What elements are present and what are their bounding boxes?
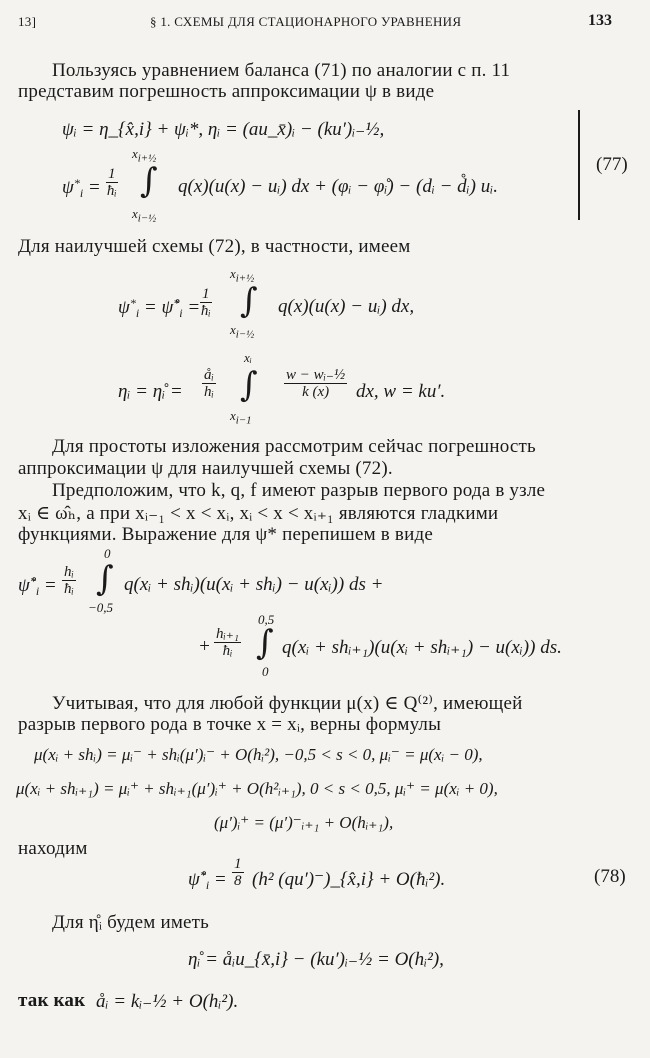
fraction-numerator: w − wᵢ₋½: [286, 367, 346, 383]
mu-formula-1: μ(xᵢ + shᵢ) = μᵢ⁻ + shᵢ(μ′)ᵢ⁻ + O(hᵢ²), −0,5 < s < 0, μᵢ⁻ = μ(xᵢ − 0),: [34, 745, 483, 764]
paragraph-6: находим: [18, 838, 88, 859]
upper-limit-5: 0,5: [258, 612, 275, 627]
best-eta-lhs: ηᵢ = η̊ᵢ =: [118, 381, 183, 402]
lower-limit: $x_{i-\frac{1}{2}}$: [132, 206, 157, 225]
best-psi-rhs: q(x)(u(x) − uᵢ) dx,: [278, 296, 415, 317]
paragraph-4-line-2: xᵢ ∈ ω̂ₕ, а при xᵢ₋₁ < x < xᵢ, xᵢ < x < xᵢ₊₁ являются гладкими: [18, 503, 499, 524]
paragraph-5-line-1: Учитывая, что для любой функции μ(x) ∈ Q⁽²⁾, имеющей: [52, 693, 523, 714]
equation-78-label: (78): [594, 866, 626, 887]
paragraph-1-line-2: представим погрешность аппроксимации ψ в виде: [18, 81, 435, 102]
equation-78-rhs: (h² (qu′)⁻)_{x̂,i} + O(ħᵢ²).: [252, 869, 446, 890]
integral-sign-2: ∫: [240, 281, 258, 321]
running-header: § 1. СХЕМЫ ДЛЯ СТАЦИОНАРНОГО УРАВНЕНИЯ: [150, 14, 462, 29]
header-section-number: 13]: [18, 14, 37, 29]
upper-limit-2: $x_{i+\frac{1}{2}}$: [230, 266, 255, 285]
fraction-a-over-h: $\frac{\text{åᵢ}}{\text{hᵢ}}$: [204, 367, 214, 400]
plus-sign: +: [198, 636, 211, 657]
paragraph-5-line-2: разрыв первого рода в точке x = xᵢ, верны формулы: [18, 714, 442, 735]
psi-expansion-line-1: q(xᵢ + shᵢ)(u(xᵢ + shᵢ) − u(xᵢ)) ds +: [124, 574, 384, 595]
page-number: 133: [588, 12, 612, 29]
best-eta-rhs: dx, w = ku′.: [356, 381, 446, 402]
upper-limit-3: xᵢ: [244, 350, 252, 365]
mu-formula-2: μ(xᵢ + shᵢ₊₁) = μᵢ⁺ + shᵢ₊₁(μ′)ᵢ⁺ + O(h²ᵢ₊₁), 0 < s < 0,5, μᵢ⁺ = μ(xᵢ + 0),: [16, 779, 498, 798]
upper-limit: $x_{i+\frac{1}{2}}$: [132, 146, 157, 165]
paragraph-7: Для η̊ᵢ будем иметь: [52, 912, 210, 933]
paragraph-4-line-1: Предположим, что k, q, f имеют разрыв первого рода в узле: [52, 480, 546, 501]
psi-star-symbol: $\psi^*_i$ =: [62, 176, 101, 200]
paragraph-8: так как: [18, 990, 86, 1011]
fraction-1-over-8: $\frac{1}{8}$: [234, 856, 242, 889]
integral-sign-4: ∫: [96, 559, 114, 599]
equation-77-line-1: ψᵢ = η_{x̂,i} + ψᵢ*, ηᵢ = (au_x̄)ᵢ − (ku′)ᵢ₋½,: [62, 119, 385, 140]
paragraph-1-line-1: Пользуясь уравнением баланса (71) по аналогии с п. 11: [52, 60, 511, 81]
mu-formula-3: (μ′)ᵢ⁺ = (μ′)⁻ᵢ₊₁ + O(hᵢ₊₁),: [214, 813, 394, 832]
integral-sign: ∫: [140, 161, 158, 201]
fraction-denominator: k (x): [302, 384, 330, 400]
paragraph-2: Для наилучшей схемы (72), в частности, имеем: [18, 236, 411, 257]
paragraph-3-line-2: аппроксимации ψ для наилучшей схемы (72).: [18, 458, 393, 479]
psi-expansion-lhs: $\psi̊^*_i$ =: [18, 574, 57, 598]
lower-limit-4: −0,5: [88, 600, 114, 615]
lower-limit-3: $x_{i-1}$: [230, 408, 252, 427]
fraction-h-next-over-hbar: $\frac{\text{hᵢ₊₁}}{\text{ħᵢ}}$: [216, 626, 240, 659]
best-psi-lhs: $\psi^*_i$ = $\psi̊^*_i$ =: [118, 296, 201, 320]
last-line-equation: åᵢ = kᵢ₋½ + O(hᵢ²).: [96, 991, 239, 1012]
equation-78-lhs: $\psi̊^*_i$ =: [188, 868, 227, 892]
equation-77-line-2: q(x)(u(x) − uᵢ) dx + (φᵢ − φ̊ᵢ) − (dᵢ − d̊ᵢ) uᵢ.: [178, 176, 498, 197]
paragraph-3-line-1: Для простоты изложения рассмотрим сейчас погрешность: [52, 436, 536, 457]
fraction-1-over-h: $\frac{1}{\text{ħᵢ}}$: [106, 166, 117, 199]
equation-77-label: (77): [596, 154, 628, 175]
integral-sign-5: ∫: [256, 623, 274, 663]
integral-sign-3: ∫: [240, 365, 258, 405]
lower-limit-5: 0: [262, 664, 269, 679]
system-brace: [578, 110, 580, 220]
paragraph-4-line-3: функциями. Выражение для ψ* перепишем в виде: [18, 524, 433, 545]
fraction-h-over-hbar: $\frac{\text{hᵢ}}{\text{ħᵢ}}$: [64, 564, 74, 597]
fraction-1-over-h-2: $\frac{1}{\text{ħᵢ}}$: [200, 286, 211, 319]
eta-line: η̊ᵢ = åᵢu_{x̄,i} − (ku′)ᵢ₋½ = O(hᵢ²),: [188, 949, 444, 970]
upper-limit-4: 0: [104, 546, 111, 561]
lower-limit-2: $x_{i-\frac{1}{2}}$: [230, 322, 255, 341]
fraction-w-over-k: [284, 367, 347, 401]
psi-expansion-line-2: q(xᵢ + shᵢ₊₁)(u(xᵢ + shᵢ₊₁) − u(xᵢ)) ds.: [282, 637, 562, 658]
